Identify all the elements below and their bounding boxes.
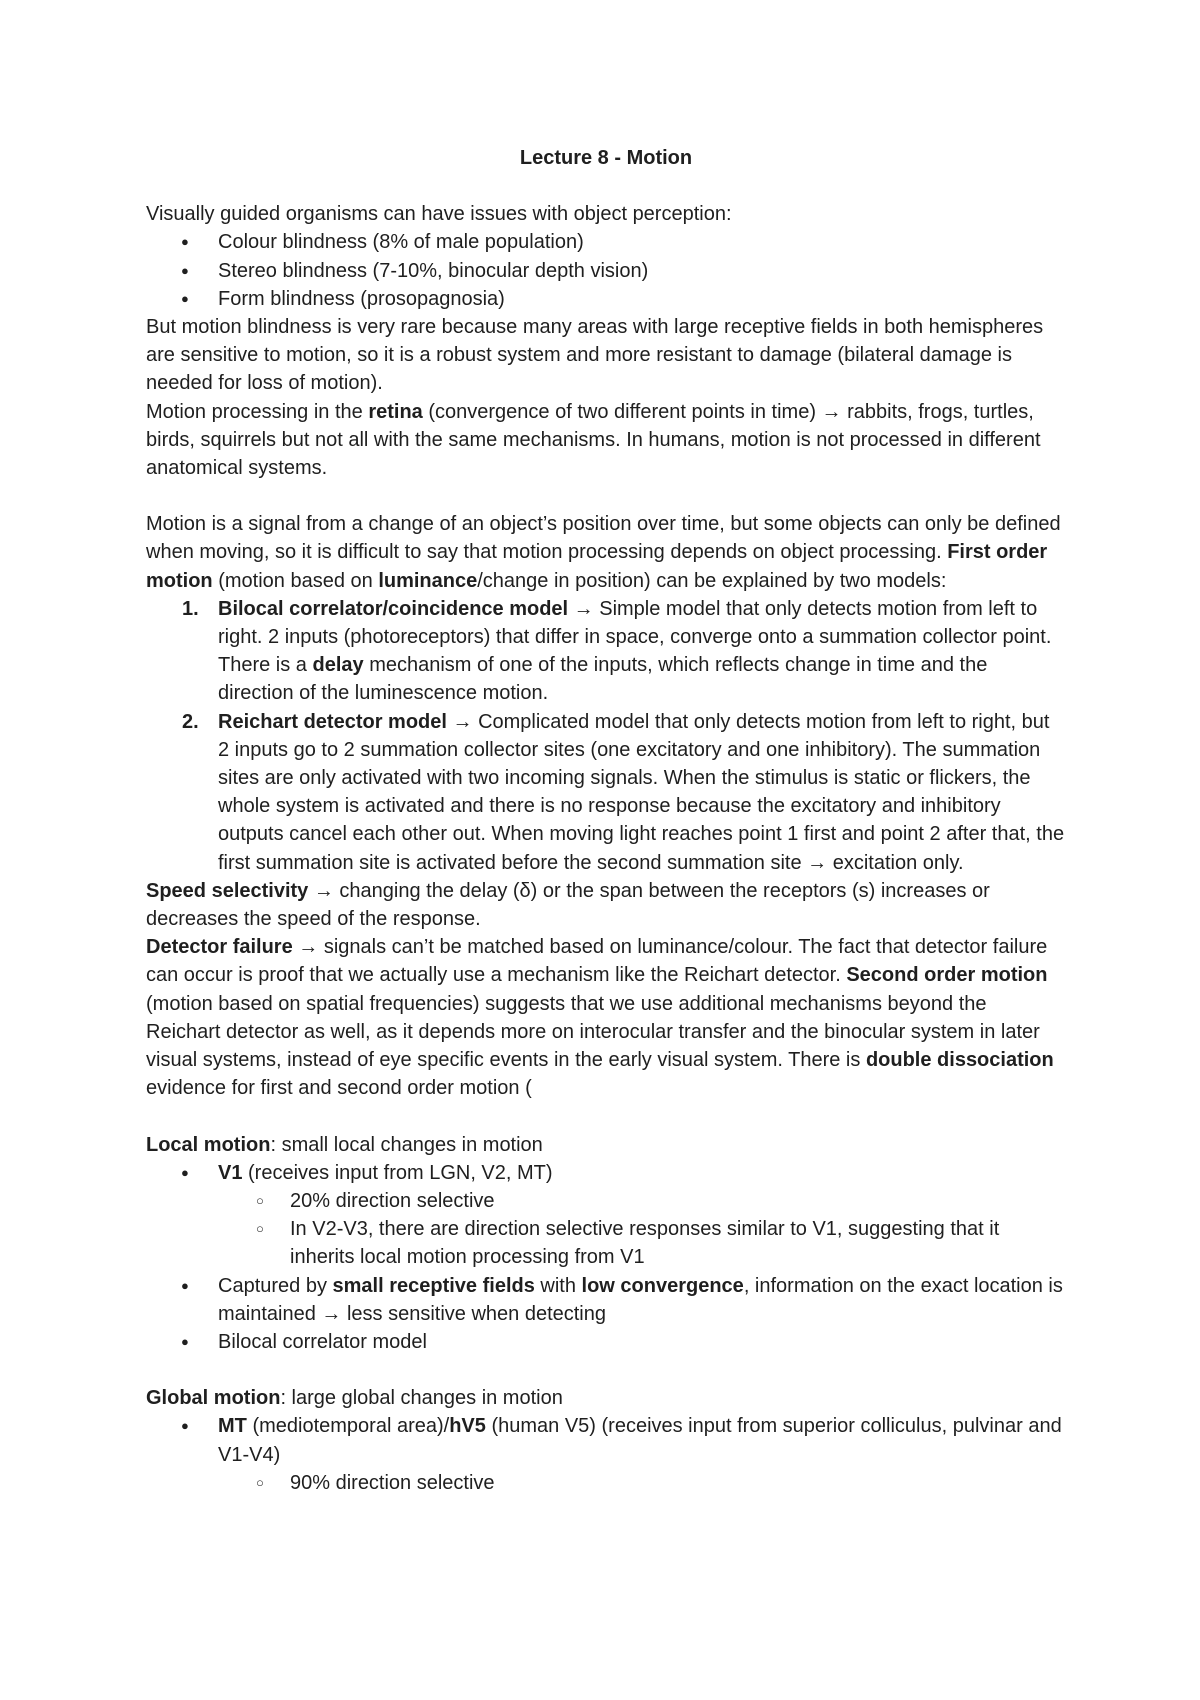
list-item: ● MT (mediotemporal area)/hV5 (human V5) (receives input from superior colliculus, pulvinar and V1-V4) ○ 90% direction selective bbox=[146, 1412, 1066, 1497]
sub-list-item: ○ In V2-V3, there are direction selective responses similar to V1, suggesting that it inherits local motion processing from V1 bbox=[146, 1215, 1066, 1271]
list-item: 1. Bilocal correlator/coincidence model → Simple model that only detects motion from left to right. 2 inputs (photoreceptors) that differ in space, converge onto a summation collector point. There is a delay mechanism of one of the inputs, which reflects change in time and the direction of the luminescence motion. bbox=[182, 597, 1052, 705]
sub-list-item: ○ 20% direction selective bbox=[146, 1187, 1066, 1215]
list-item: ● V1 (receives input from LGN, V2, MT) ○ 20% direction selective ○ In V2-V3, there are direction selective responses similar to V1, suggesting that it inherits local motion processing from V1 bbox=[146, 1159, 1066, 1272]
global-motion-heading: Global motion: large global changes in motion bbox=[146, 1387, 563, 1410]
speed-paragraph: Speed selectivity → changing the delay (δ) or the span between the receptors (s) increases or decreases the speed of the response. bbox=[146, 879, 990, 931]
list-item: ● Captured by small receptive fields with low convergence, information on the exact location is maintained → less sensitive when detecting bbox=[146, 1272, 1066, 1328]
blindness-list bbox=[146, 228, 1066, 313]
sub-list-item: ○ 90% direction selective bbox=[146, 1469, 1066, 1497]
first-order-paragraph: Motion is a signal from a change of an object’s position over time, but some objects can only be defined when moving, so it is difficult to say that motion processing depends on object processing. First order motion (motion based on luminance/change in position) can be explained by two models: bbox=[146, 513, 1061, 592]
page-title: Lecture 8 - Motion bbox=[519, 147, 693, 169]
global-motion-list bbox=[146, 1412, 1066, 1497]
v1-sublist bbox=[146, 1187, 1066, 1272]
motion-blindness-paragraph: But motion blindness is very rare because many areas with large receptive fields in both hemispheres are sensitive to motion, so it is a robust system and more resistant to damage (bilateral damage is needed for loss of motion). bbox=[146, 316, 1044, 395]
list-item: ● Colour blindness (8% of male population) bbox=[146, 228, 1066, 256]
detector-paragraph: Detector failure → signals can’t be matched based on luminance/colour. The fact that detector failure can occur is proof that we actually use a mechanism like the Reichart detector. Second order motion (motion based on spatial frequencies) suggests that we use additional mechanisms beyond the Reichart detector as well, as it depends more on interocular transfer and the binocular system in later visual systems, instead of eye specific events in the early visual system. There is double dissociation evidence for first and second order motion ( bbox=[146, 936, 1054, 1100]
list-item: 2. Reichart detector model → Complicated model that only detects motion from left to right, but 2 inputs go to 2 summation collector sites (one excitatory and one inhibitory). The summation sites are only activated with two incoming signals. When the stimulus is static or flickers, the whole system is activated and there is no response because the excitatory and inhibitory outputs cancel each other out. When moving light reaches point 1 first and point 2 after that, the first summation site is activated before the second summation site → excitation only. bbox=[182, 710, 1065, 874]
local-motion-list bbox=[146, 1159, 1066, 1356]
mt-sublist bbox=[146, 1469, 1066, 1497]
list-item: ● Form blindness (prosopagnosia) bbox=[146, 285, 1066, 313]
intro-text: Visually guided organisms can have issues with object perception: bbox=[146, 203, 732, 226]
document-page bbox=[146, 144, 1066, 1497]
models-list bbox=[146, 595, 1066, 877]
retina-paragraph: Motion processing in the retina (convergence of two different points in time) → rabbits, frogs, turtles, birds, squirrels but not all with the same mechanisms. In humans, motion is not processed in different anatomical systems. bbox=[146, 400, 1041, 480]
list-item: ● Bilocal correlator model bbox=[146, 1328, 1066, 1356]
list-item: ● Stereo blindness (7-10%, binocular depth vision) bbox=[146, 257, 1066, 285]
local-motion-heading: Local motion: small local changes in motion bbox=[146, 1133, 543, 1156]
